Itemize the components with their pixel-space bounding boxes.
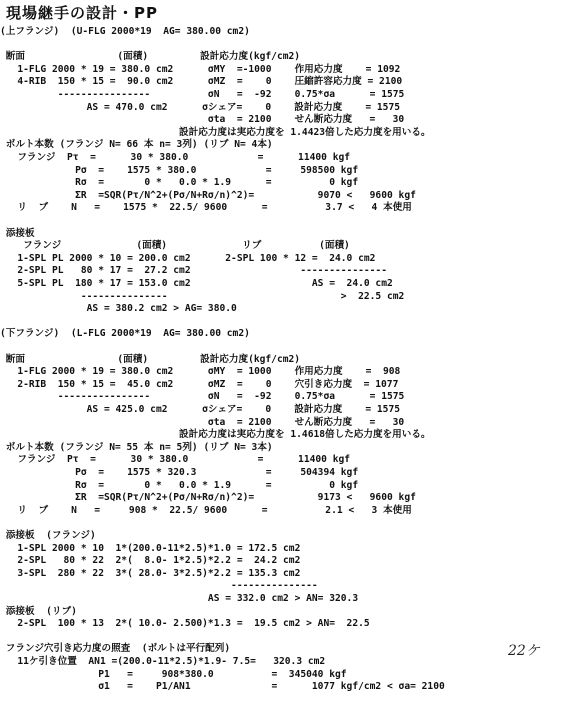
calc-line: 3-SPL 280 * 22 3*( 28.0- 3*2.5)*2.2 = 135.3 cm2 [0, 567, 301, 579]
calc-line: リ ブ N = 908 * 22.5/ 9600 = 2.1 < 3 本使用 [0, 504, 412, 516]
calc-line: フランジ穴引き応力度の照査 (ボルトは平行配列) [0, 643, 231, 655]
calc-line: 2-SPL 100 * 13 2*( 10.0- 2.500)*1.3 = 19.5 cm2 > AN= 22.5 [0, 618, 370, 630]
calc-line: 11ケ引き位置 AN1 =(200.0-11*2.5)*1.9- 7.5= 320.3 cm2 [0, 656, 326, 667]
calc-line: --------------- > 22.5 cm2 [0, 290, 405, 302]
calc-line: 1-FLG 2000 * 19 = 380.0 cm2 σMY = 1000 作用応力度 = 908 [0, 366, 401, 378]
calc-line: Rσ = 0 * 0.0 * 1.9 = 0 kgf [0, 177, 359, 189]
calc-line: P1 = 908*380.0 = 345040 kgf [0, 668, 347, 680]
calc-line: フランジ Pτ = 30 * 380.0 = 11400 kgf [0, 454, 351, 466]
calc-line: 添接板 (フランジ) [0, 530, 96, 541]
calc-line: 1-SPL PL 2000 * 10 = 200.0 cm2 2-SPL 100 * 12 = 24.0 cm2 [0, 252, 376, 264]
calc-line: 1-FLG 2000 * 19 = 380.0 cm2 σMY =-1000 作用応力度 = 1092 [0, 63, 401, 75]
calc-line: ---------------- σN = -92 0.75*σa = 1575 [0, 89, 405, 100]
calc-line: AS = 470.0 cm2 σシェア= 0 設計応力度 = 1575 [0, 101, 401, 113]
calc-line: 2-SPL 80 * 22 2*( 8.0- 1*2.5)*2.2 = 24.2 cm2 [0, 555, 301, 567]
calc-line: リ ブ N = 1575 * 22.5/ 9600 = 3.7 < 4 本使用 [0, 202, 412, 214]
calc-line: ΣR =SQR(Pτ/N^2+(Pσ/N+Rσ/n)^2)= 9070 < 9600 kgf [0, 189, 416, 201]
calc-line: 添接板 (リブ) [0, 605, 77, 617]
calc-line: 1-SPL 2000 * 10 1*(200.0-11*2.5)*1.0 = 172.5 cm2 [0, 542, 301, 554]
calc-line: 断面 (面積) 設計応力度(kgf/cm2) [0, 353, 301, 365]
calc-line: --------------- [0, 580, 318, 592]
calc-line: 添接板 [0, 227, 35, 239]
calc-line: 2-SPL PL 80 * 17 = 27.2 cm2 --------------- [0, 265, 387, 277]
document-title: 現場継手の設計・PP [6, 4, 158, 22]
handwritten-mark: 22ケ [508, 643, 540, 659]
calc-line: Pσ = 1575 * 380.0 = 598500 kgf [0, 164, 359, 176]
calc-line: AS = 332.0 cm2 > AN= 320.3 [0, 593, 359, 604]
calc-line: 5-SPL PL 180 * 17 = 153.0 cm2 AS = 24.0 cm2 [0, 278, 393, 289]
calc-line: ---------------- σN = -92 0.75*σa = 1575 [0, 391, 405, 403]
calc-line: フランジ Pτ = 30 * 380.0 = 11400 kgf [0, 152, 351, 163]
calc-line: ボルト本数 (フランジ N= 66 本 n= 3列) (リブ N= 4本) [0, 139, 273, 151]
calc-line: σta = 2100 せん断応力度 = 30 [0, 114, 405, 126]
calc-line: 設計応力度は実応力度を 1.4618倍した応力度を用いる。 [0, 429, 431, 441]
calc-line: 2-RIB 150 * 15 = 45.0 cm2 σMZ = 0 穴引き応力度 = 1077 [0, 378, 399, 390]
calc-line: ボルト本数 (フランジ N= 55 本 n= 5列) (リブ N= 3本) [0, 441, 273, 453]
calc-line: σta = 2100 せん断応力度 = 30 [0, 416, 405, 428]
calc-line: σ1 = P1/AN1 = 1077 kgf/cm2 < σa= 2100 [0, 681, 445, 693]
calc-line: Rσ = 0 * 0.0 * 1.9 = 0 kgf [0, 479, 359, 491]
calc-line: 設計応力度は実応力度を 1.4423倍した応力度を用いる。 [0, 126, 431, 138]
calc-line: (上フランジ) (U-FLG 2000*19 AG= 380.00 cm2) [0, 26, 250, 37]
calc-line: フランジ (面積) リブ (面積) [0, 240, 350, 252]
calc-line: AS = 380.2 cm2 > AG= 380.0 [0, 303, 237, 315]
calc-line: Pσ = 1575 * 320.3 = 504394 kgf [0, 467, 359, 478]
calc-line: ΣR =SQR(Pτ/N^2+(Pσ/N+Rσ/n)^2)= 9173 < 9600 kgf [0, 492, 416, 504]
calc-line: AS = 425.0 cm2 σシェア= 0 設計応力度 = 1575 [0, 404, 401, 415]
calc-line: (下フランジ) (L-FLG 2000*19 AG= 380.00 cm2) [0, 328, 250, 340]
calc-line: 断面 (面積) 設計応力度(kgf/cm2) [0, 51, 301, 63]
calc-line: 4-RIB 150 * 15 = 90.0 cm2 σMZ = 0 圧縮許容応力度 = 2100 [0, 76, 403, 88]
